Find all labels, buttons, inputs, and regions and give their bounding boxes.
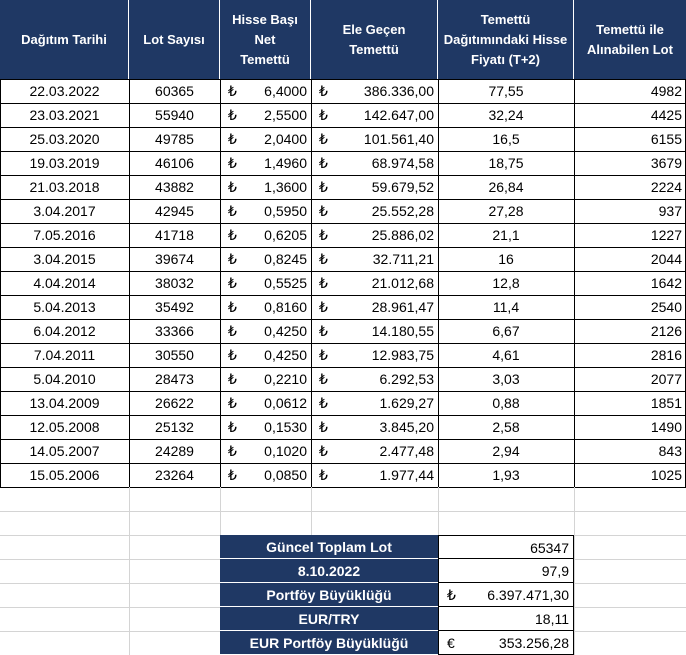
currency-symbol: ₺ <box>228 275 237 291</box>
cell-value: 2,0400 <box>264 131 307 147</box>
row-border <box>0 175 686 176</box>
cell-date[interactable]: 4.04.2014 <box>33 275 96 291</box>
cell-value: 0,1530 <box>264 419 307 435</box>
currency-symbol: ₺ <box>228 83 237 99</box>
cell-buyable-lots[interactable]: 4425 <box>650 107 682 123</box>
cell-dividend-per-share[interactable] <box>220 391 311 415</box>
currency-symbol: ₺ <box>319 83 328 99</box>
cell-lots[interactable]: 35492 <box>155 299 194 315</box>
header-date[interactable]: Dağıtım Tarihi <box>0 0 129 79</box>
cell-dividend-per-share[interactable] <box>220 79 311 103</box>
summary-label: EUR Portföy Büyüklüğü <box>220 631 438 655</box>
cell-share-price[interactable]: 11,4 <box>492 299 520 315</box>
cell-buyable-lots[interactable]: 2044 <box>650 251 682 267</box>
currency-symbol: ₺ <box>319 107 328 123</box>
cell-date[interactable]: 25.03.2020 <box>29 131 100 147</box>
cell-value: 12.983,75 <box>371 347 434 363</box>
cell-lots[interactable]: 55940 <box>155 107 194 123</box>
column-border <box>311 79 312 487</box>
cell-buyable-lots[interactable]: 4982 <box>650 83 682 99</box>
cell-value: 6,4000 <box>264 83 307 99</box>
cell-date[interactable]: 23.03.2021 <box>29 107 100 123</box>
cell-received-dividend[interactable] <box>311 103 438 127</box>
cell-buyable-lots[interactable]: 2816 <box>650 347 682 363</box>
row-border <box>0 463 686 464</box>
summary-amount: 18,11 <box>535 611 569 627</box>
cell-value: 21.012,68 <box>371 275 434 291</box>
cell-date[interactable]: 5.04.2013 <box>33 299 96 315</box>
currency-symbol: ₺ <box>228 299 237 315</box>
cell-received-dividend[interactable] <box>311 367 438 391</box>
table-row <box>0 175 686 199</box>
cell-lots[interactable]: 25132 <box>155 419 194 435</box>
cell-value: 1,3600 <box>264 179 307 195</box>
table-row <box>0 223 686 247</box>
cell-date[interactable]: 3.04.2017 <box>33 203 96 219</box>
cell-received-dividend[interactable] <box>311 79 438 103</box>
header-buyable-lots[interactable]: Temettü ile Alınabilen Lot <box>574 0 686 79</box>
cell-value: 0,8245 <box>264 251 307 267</box>
cell-received-dividend[interactable] <box>311 463 438 487</box>
cell-received-dividend[interactable] <box>311 247 438 271</box>
column-border <box>220 79 221 487</box>
cell-value: 0,6205 <box>264 227 307 243</box>
cell-value: 0,5950 <box>264 203 307 219</box>
table-row <box>0 271 686 295</box>
cell-dividend-per-share[interactable] <box>220 127 311 151</box>
cell-value: 0,2210 <box>264 371 307 387</box>
cell-share-price[interactable]: 2,58 <box>492 419 520 435</box>
cell-received-dividend[interactable] <box>311 439 438 463</box>
cell-dividend-per-share[interactable] <box>220 319 311 343</box>
summary-label: EUR/TRY <box>220 607 438 631</box>
cell-share-price[interactable]: 21,1 <box>492 227 520 243</box>
cell-dividend-per-share[interactable] <box>220 223 311 247</box>
cell-dividend-per-share[interactable] <box>220 271 311 295</box>
currency-symbol: ₺ <box>319 227 328 243</box>
summary-value[interactable] <box>438 607 574 631</box>
cell-received-dividend[interactable] <box>311 223 438 247</box>
cell-value: 6.292,53 <box>379 371 434 387</box>
table-row <box>0 319 686 343</box>
currency-symbol: ₺ <box>319 251 328 267</box>
currency-symbol: ₺ <box>228 323 237 339</box>
cell-share-price[interactable]: 77,55 <box>488 83 524 99</box>
cell-buyable-lots[interactable]: 2126 <box>650 323 682 339</box>
summary-amount: 97,9 <box>541 563 569 579</box>
table-row <box>0 103 686 127</box>
currency-symbol: ₺ <box>228 251 237 267</box>
cell-date[interactable]: 13.04.2009 <box>29 395 100 411</box>
currency-symbol: ₺ <box>319 131 328 147</box>
cell-buyable-lots[interactable]: 843 <box>658 443 682 459</box>
currency-symbol: ₺ <box>319 419 328 435</box>
cell-lots[interactable]: 28473 <box>155 371 194 387</box>
cell-lots[interactable]: 41718 <box>155 227 194 243</box>
cell-value: 28.961,47 <box>371 299 434 315</box>
sheet-gridline <box>129 487 130 655</box>
header-received-dividend[interactable]: Ele Geçen Temettü <box>311 0 438 79</box>
cell-value: 0,8160 <box>264 299 307 315</box>
cell-share-price[interactable]: 32,24 <box>488 107 524 123</box>
currency-symbol: ₺ <box>319 299 328 315</box>
cell-value: 1,4960 <box>264 155 307 171</box>
currency-symbol: ₺ <box>319 155 328 171</box>
cell-share-price[interactable]: 12,8 <box>492 275 520 291</box>
cell-value: 0,0612 <box>264 395 307 411</box>
row-border <box>0 247 686 248</box>
summary-label: Güncel Toplam Lot <box>220 535 438 559</box>
currency-symbol: € <box>447 635 455 651</box>
currency-symbol: ₺ <box>319 467 328 483</box>
cell-lots[interactable]: 33366 <box>155 323 194 339</box>
cell-value: 3.845,20 <box>379 419 434 435</box>
currency-symbol: ₺ <box>228 227 237 243</box>
cell-date[interactable]: 5.04.2010 <box>33 371 96 387</box>
cell-value: 25.886,02 <box>371 227 434 243</box>
column-border <box>438 79 439 487</box>
currency-symbol: ₺ <box>319 443 328 459</box>
cell-buyable-lots[interactable]: 3679 <box>650 155 682 171</box>
cell-received-dividend[interactable] <box>311 271 438 295</box>
cell-share-price[interactable]: 3,03 <box>492 371 520 387</box>
cell-date[interactable]: 19.03.2019 <box>29 155 100 171</box>
cell-value: 101.561,40 <box>363 131 434 147</box>
row-border <box>0 343 686 344</box>
cell-lots[interactable]: 49785 <box>155 131 194 147</box>
cell-share-price[interactable]: 18,75 <box>488 155 524 171</box>
table-row <box>0 247 686 271</box>
cell-received-dividend[interactable] <box>311 415 438 439</box>
cell-dividend-per-share[interactable] <box>220 463 311 487</box>
cell-value: 32.711,21 <box>372 251 434 267</box>
row-border <box>0 439 686 440</box>
cell-buyable-lots[interactable]: 937 <box>658 203 682 219</box>
cell-received-dividend[interactable] <box>311 151 438 175</box>
cell-dividend-per-share[interactable] <box>220 295 311 319</box>
currency-symbol: ₺ <box>228 155 237 171</box>
cell-received-dividend[interactable] <box>311 295 438 319</box>
cell-buyable-lots[interactable]: 2540 <box>650 299 682 315</box>
cell-value: 1.629,27 <box>379 395 434 411</box>
cell-lots[interactable]: 46106 <box>155 155 194 171</box>
cell-buyable-lots[interactable]: 2224 <box>650 179 682 195</box>
row-border <box>0 391 686 392</box>
summary-label: 8.10.2022 <box>220 559 438 583</box>
currency-symbol: ₺ <box>228 395 237 411</box>
cell-buyable-lots[interactable]: 1025 <box>650 467 682 483</box>
cell-value: 386.336,00 <box>363 83 434 99</box>
cell-share-price[interactable]: 27,28 <box>488 203 524 219</box>
cell-lots[interactable]: 39674 <box>155 251 194 267</box>
cell-lots[interactable]: 42945 <box>155 203 194 219</box>
cell-date[interactable]: 14.05.2007 <box>29 443 100 459</box>
table-row <box>0 79 686 103</box>
cell-buyable-lots[interactable]: 1642 <box>650 275 682 291</box>
cell-share-price[interactable]: 16,5 <box>492 131 520 147</box>
cell-value: 1.977,44 <box>379 467 434 483</box>
summary-value[interactable] <box>438 631 574 655</box>
currency-symbol: ₺ <box>228 467 237 483</box>
cell-dividend-per-share[interactable] <box>220 415 311 439</box>
row-border <box>0 151 686 152</box>
cell-buyable-lots[interactable]: 1227 <box>650 227 682 243</box>
cell-value: 25.552,28 <box>371 203 434 219</box>
currency-symbol: ₺ <box>228 179 237 195</box>
cell-received-dividend[interactable] <box>311 199 438 223</box>
cell-dividend-per-share[interactable] <box>220 199 311 223</box>
currency-symbol: ₺ <box>447 587 456 603</box>
currency-symbol: ₺ <box>228 419 237 435</box>
cell-lots[interactable]: 30550 <box>155 347 194 363</box>
cell-lots[interactable]: 43882 <box>155 179 194 195</box>
cell-value: 0,4250 <box>264 323 307 339</box>
cell-date[interactable]: 22.03.2022 <box>29 83 100 99</box>
cell-share-price[interactable]: 4,61 <box>492 347 520 363</box>
row-border <box>0 295 686 296</box>
row-border <box>0 415 686 416</box>
cell-date[interactable]: 7.04.2011 <box>33 347 96 363</box>
table-row <box>0 127 686 151</box>
currency-symbol: ₺ <box>228 371 237 387</box>
cell-received-dividend[interactable] <box>311 175 438 199</box>
cell-share-price[interactable]: 1,93 <box>492 467 520 483</box>
cell-value: 59.679,52 <box>371 179 434 195</box>
cell-value: 0,5525 <box>264 275 307 291</box>
table-row <box>0 151 686 175</box>
table-row <box>0 295 686 319</box>
cell-dividend-per-share[interactable] <box>220 343 311 367</box>
cell-date[interactable]: 3.04.2015 <box>33 251 96 267</box>
cell-dividend-per-share[interactable] <box>220 439 311 463</box>
row-border <box>0 367 686 368</box>
table-row <box>0 463 686 487</box>
column-border <box>0 79 1 487</box>
row-border <box>0 79 686 80</box>
currency-symbol: ₺ <box>319 347 328 363</box>
summary-value[interactable] <box>438 559 574 583</box>
currency-symbol: ₺ <box>228 107 237 123</box>
cell-lots[interactable]: 24289 <box>155 443 194 459</box>
currency-symbol: ₺ <box>319 371 328 387</box>
summary-amount: 353.256,28 <box>498 635 569 651</box>
cell-received-dividend[interactable] <box>311 391 438 415</box>
summary-amount: 6.397.471,30 <box>487 587 569 603</box>
row-border <box>0 223 686 224</box>
cell-value: 142.647,00 <box>363 107 434 123</box>
cell-dividend-per-share[interactable] <box>220 367 311 391</box>
cell-value: 14.180,55 <box>371 323 434 339</box>
cell-dividend-per-share[interactable] <box>220 175 311 199</box>
column-border <box>129 79 130 487</box>
currency-symbol: ₺ <box>228 443 237 459</box>
table-row <box>0 343 686 367</box>
currency-symbol: ₺ <box>228 347 237 363</box>
table-row <box>0 391 686 415</box>
cell-received-dividend[interactable] <box>311 127 438 151</box>
table-row <box>0 415 686 439</box>
cell-share-price[interactable]: 2,94 <box>492 443 520 459</box>
row-border <box>0 127 686 128</box>
cell-buyable-lots[interactable]: 1851 <box>650 395 682 411</box>
cell-lots[interactable]: 38032 <box>155 275 194 291</box>
cell-dividend-per-share[interactable] <box>220 103 311 127</box>
summary-value[interactable] <box>438 535 574 559</box>
column-border <box>574 79 575 487</box>
cell-value: 2.477,48 <box>379 443 434 459</box>
cell-dividend-per-share[interactable] <box>220 247 311 271</box>
cell-lots[interactable]: 26622 <box>155 395 194 411</box>
table-row <box>0 367 686 391</box>
row-border <box>0 103 686 104</box>
currency-symbol: ₺ <box>228 203 237 219</box>
cell-value: 68.974,58 <box>371 155 434 171</box>
cell-share-price[interactable]: 16 <box>498 251 514 267</box>
sheet-gridline <box>574 487 575 655</box>
header-dividend-per-share[interactable]: Hisse Başı Net Temettü <box>220 0 311 79</box>
currency-symbol: ₺ <box>319 323 328 339</box>
cell-share-price[interactable]: 6,67 <box>492 323 520 339</box>
cell-dividend-per-share[interactable] <box>220 151 311 175</box>
cell-share-price[interactable]: 0,88 <box>492 395 520 411</box>
cell-date[interactable]: 12.05.2008 <box>29 419 100 435</box>
summary-amount: 65347 <box>530 540 569 556</box>
currency-symbol: ₺ <box>319 203 328 219</box>
cell-share-price[interactable]: 26,84 <box>488 179 524 195</box>
cell-lots[interactable]: 23264 <box>155 467 194 483</box>
sheet-gridline <box>0 511 686 512</box>
currency-symbol: ₺ <box>319 275 328 291</box>
cell-received-dividend[interactable] <box>311 319 438 343</box>
currency-symbol: ₺ <box>319 179 328 195</box>
currency-symbol: ₺ <box>228 131 237 147</box>
table-row <box>0 199 686 223</box>
row-border <box>0 319 686 320</box>
cell-date[interactable]: 15.05.2006 <box>29 467 100 483</box>
cell-buyable-lots[interactable]: 2077 <box>650 371 682 387</box>
cell-value: 0,1020 <box>264 443 307 459</box>
cell-buyable-lots[interactable]: 6155 <box>650 131 682 147</box>
cell-date[interactable]: 6.04.2012 <box>33 323 96 339</box>
cell-value: 2,5500 <box>264 107 307 123</box>
cell-lots[interactable]: 60365 <box>155 83 194 99</box>
table-row <box>0 439 686 463</box>
row-border <box>0 199 686 200</box>
cell-date[interactable]: 7.05.2016 <box>33 227 96 243</box>
currency-symbol: ₺ <box>319 395 328 411</box>
header-lots[interactable]: Lot Sayısı <box>129 0 220 79</box>
cell-buyable-lots[interactable]: 1490 <box>650 419 682 435</box>
summary-label: Portföy Büyüklüğü <box>220 583 438 607</box>
cell-date[interactable]: 21.03.2018 <box>29 179 100 195</box>
cell-value: 0,4250 <box>264 347 307 363</box>
row-border <box>0 487 686 488</box>
cell-value: 0,0850 <box>264 467 307 483</box>
row-border <box>0 271 686 272</box>
cell-received-dividend[interactable] <box>311 343 438 367</box>
summary-value[interactable] <box>438 583 574 607</box>
header-share-price[interactable]: Temettü Dağıtımındaki Hisse Fiyatı (T+2) <box>438 0 574 79</box>
